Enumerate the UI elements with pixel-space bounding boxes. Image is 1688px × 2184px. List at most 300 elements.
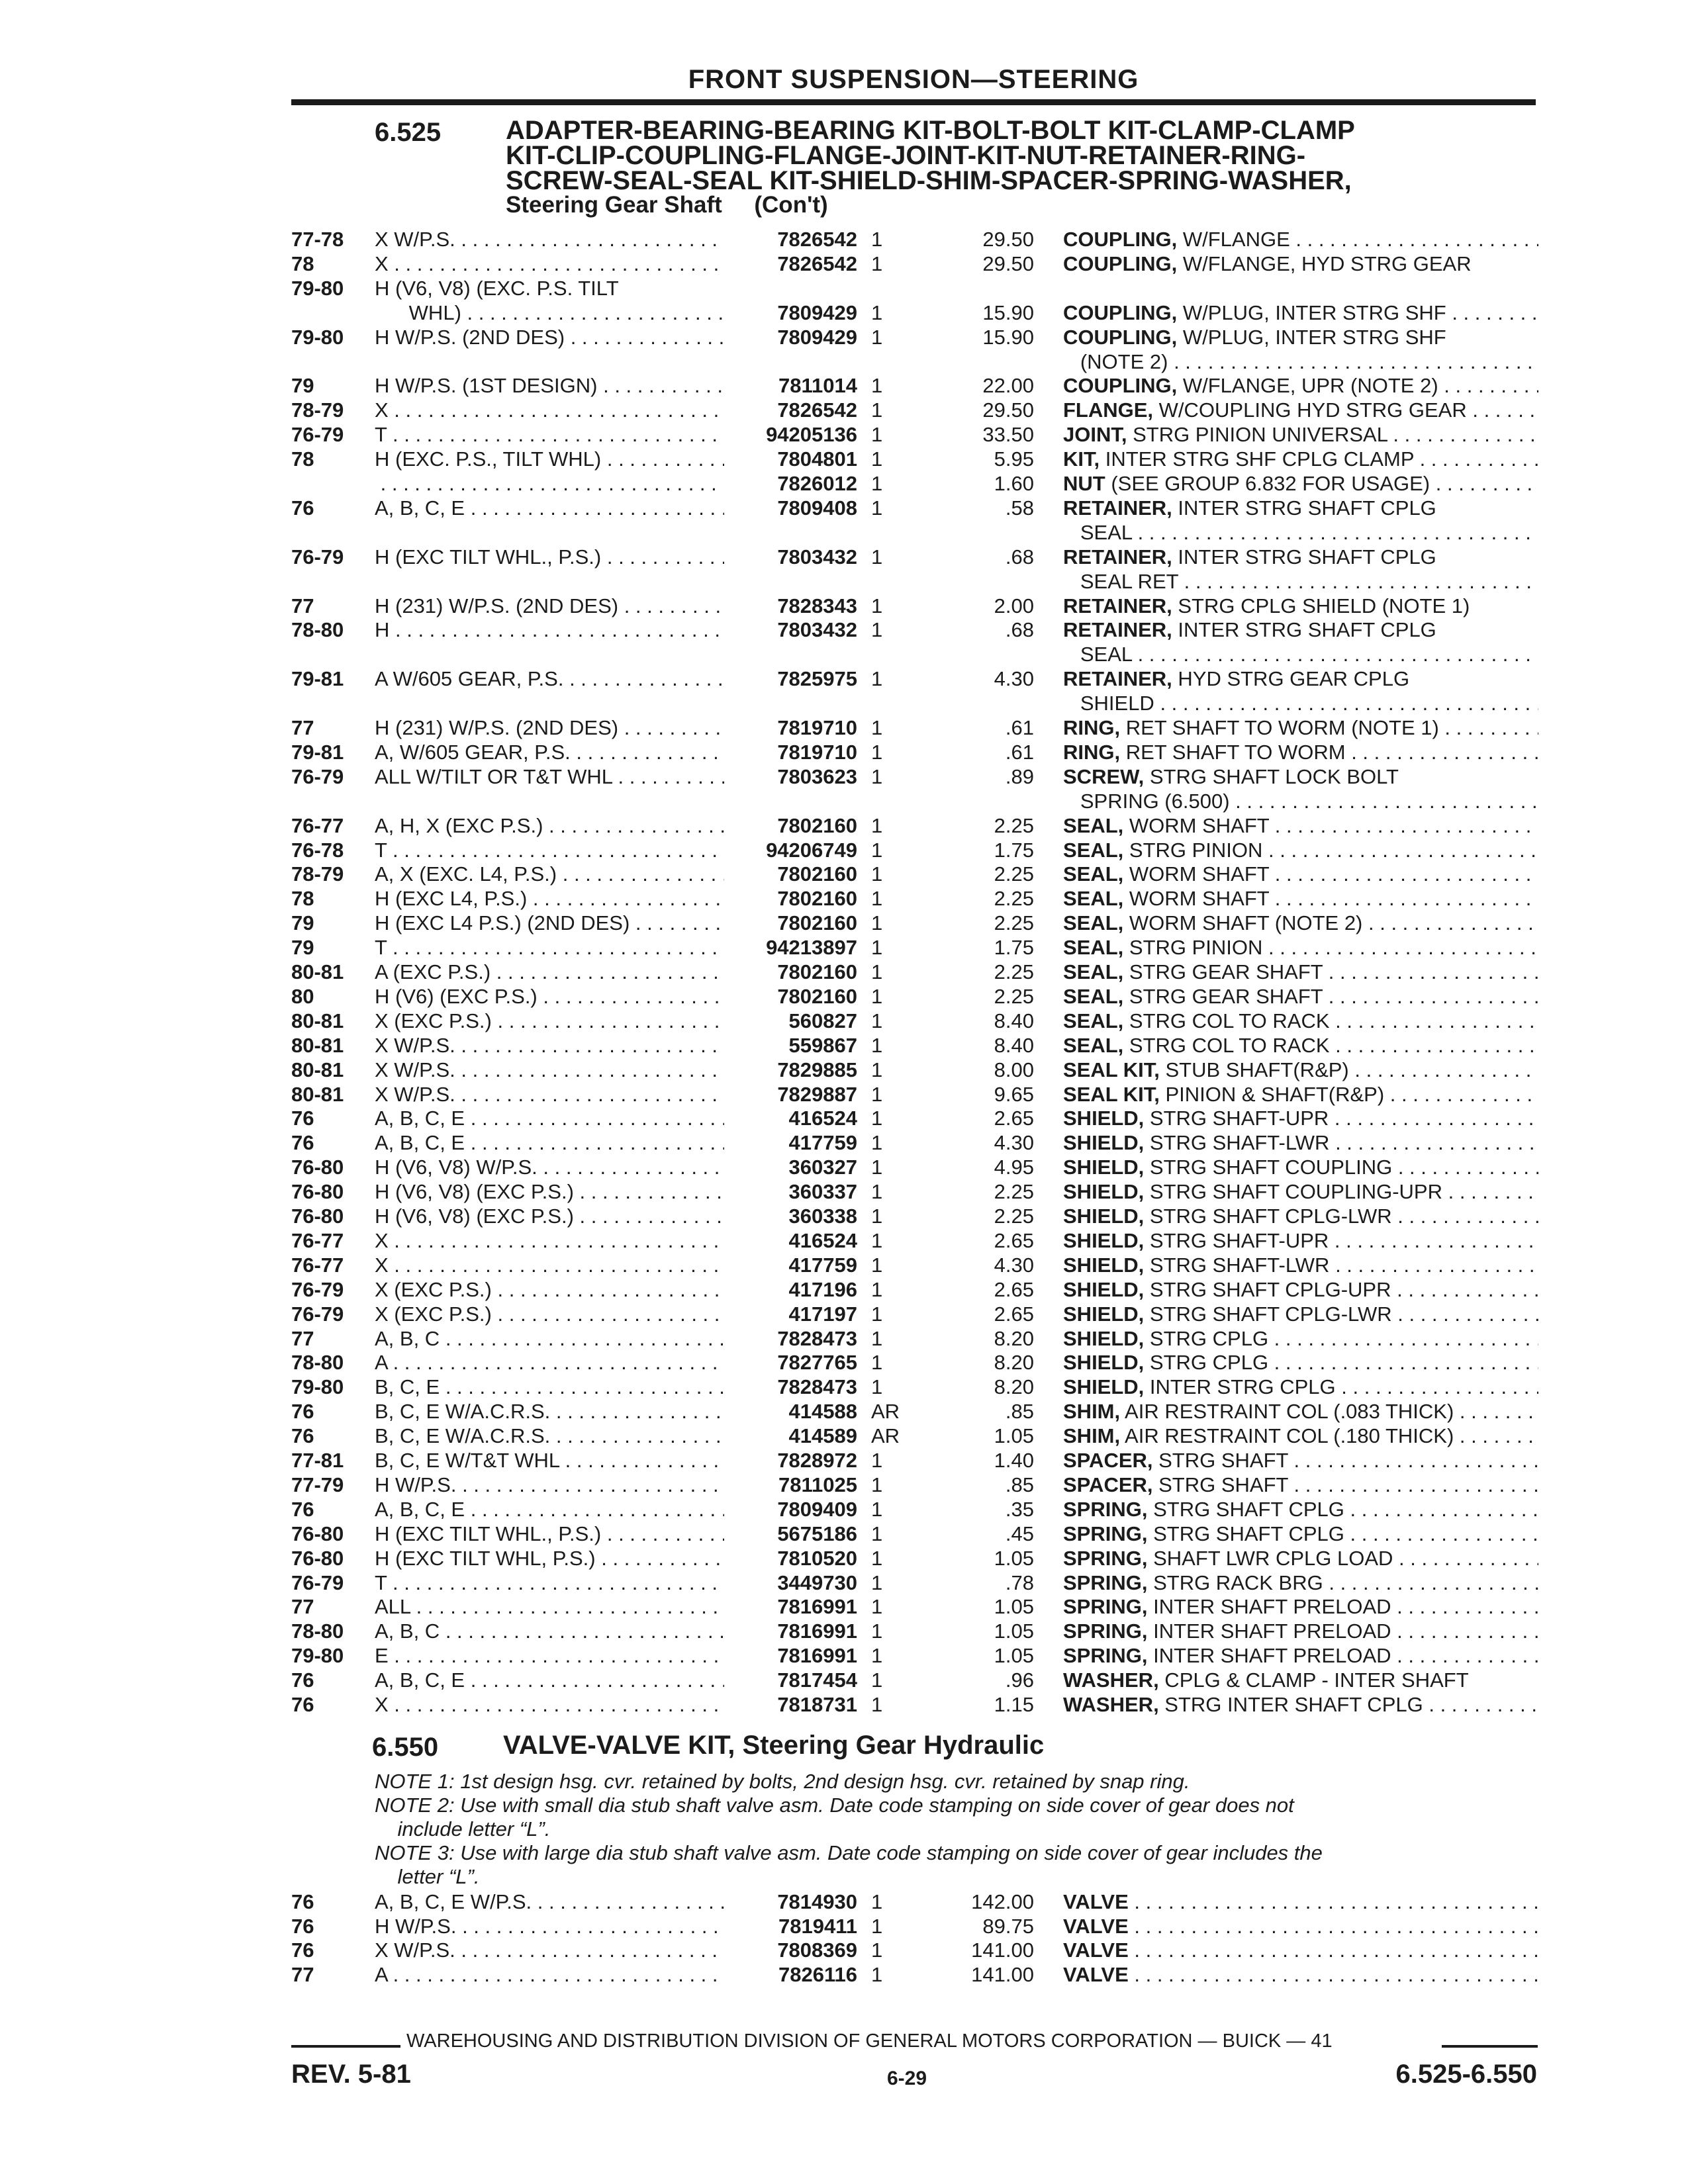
price: 1.05 xyxy=(994,1644,1034,1668)
price: 29.50 xyxy=(982,398,1034,422)
model-year: 76 xyxy=(291,1914,314,1938)
part-description xyxy=(1063,1351,1538,1375)
part-description xyxy=(1063,1302,1538,1326)
model-applicability: A, B, C . . . xyxy=(375,1619,724,1643)
model-applicability: H (V6, V8) (EXC. P.S. TILT xyxy=(375,276,619,300)
quantity: 1 xyxy=(871,1890,883,1913)
part-keyword: KIT, xyxy=(1063,447,1100,471)
part-number: 7803432 xyxy=(777,545,857,569)
part-detail: STRG CPLG xyxy=(1144,1351,1269,1375)
price: 1.75 xyxy=(994,838,1034,862)
model-year: 79-80 xyxy=(291,1644,344,1668)
model-applicability: H (EXC. P.S., TILT WHL) . . . xyxy=(375,447,724,471)
price: 89.75 xyxy=(982,1914,1034,1938)
table-row xyxy=(0,1938,1688,1962)
part-keyword: COUPLING, xyxy=(1063,325,1178,349)
part-description xyxy=(1063,741,1538,764)
part-keyword: SEAL, xyxy=(1063,911,1124,935)
table-row xyxy=(0,350,1688,374)
part-detail: STRG SHAFT xyxy=(1152,1473,1288,1496)
quantity: 1 xyxy=(871,1326,883,1350)
part-description xyxy=(1063,936,1538,960)
model-year: 76-79 xyxy=(291,1277,344,1301)
price: 4.30 xyxy=(994,1131,1034,1155)
table-row xyxy=(0,398,1688,422)
part-keyword: SHIELD, xyxy=(1063,1253,1145,1277)
model-applicability: A (EXC P.S.) . . . xyxy=(375,960,724,984)
section-number: 6.525 xyxy=(375,118,442,147)
model-year: 76 xyxy=(291,1668,314,1692)
model-applicability: H . . . xyxy=(375,618,724,642)
model-year: 80-81 xyxy=(291,1033,344,1057)
model-year: 79-81 xyxy=(291,667,344,691)
part-number: 7809429 xyxy=(777,325,857,349)
quantity: 1 xyxy=(871,228,883,251)
model-applicability: A, H, X (EXC P.S.) . . . xyxy=(375,814,724,838)
price: 1.05 xyxy=(994,1619,1034,1643)
quantity: 1 xyxy=(871,1914,883,1938)
part-detail: SHIELD xyxy=(1063,692,1154,715)
model-year: 77 xyxy=(291,1595,314,1619)
model-year: 76-80 xyxy=(291,1546,344,1570)
note-1: NOTE 1: 1st design hsg. cvr. retained by bolts, 2nd design hsg. cvr. retained by snap ring. xyxy=(375,1770,1190,1793)
model-applicability: H (231) W/P.S. (2ND DES) . . . xyxy=(375,716,724,740)
part-description xyxy=(1063,228,1538,251)
part-number: 7802160 xyxy=(777,887,857,911)
note-2-continued: include letter “L”. xyxy=(375,1817,551,1841)
quantity: 1 xyxy=(871,813,883,837)
model-applicability: X W/P.S. . . . xyxy=(375,1058,724,1082)
part-number: 7829885 xyxy=(777,1058,857,1081)
table-row xyxy=(0,839,1688,862)
table-row xyxy=(0,1229,1688,1253)
footer-page-number: 6-29 xyxy=(886,2068,927,2089)
table-row xyxy=(0,1522,1688,1546)
part-description xyxy=(1063,692,1538,715)
part-detail: STRG PINION UNIVERSAL xyxy=(1127,423,1387,447)
part-keyword: COUPLING, xyxy=(1063,251,1178,275)
part-keyword: SHIELD, xyxy=(1063,1205,1145,1228)
part-description xyxy=(1063,1693,1538,1717)
part-number: 7828473 xyxy=(777,1375,857,1399)
model-year: 76 xyxy=(291,1497,314,1521)
part-description xyxy=(1063,1473,1538,1497)
model-applicability: X W/P.S. . . . xyxy=(375,1938,724,1962)
part-description xyxy=(1063,960,1538,984)
part-description xyxy=(1063,594,1538,618)
part-description xyxy=(1063,1253,1538,1277)
quantity: 1 xyxy=(871,667,883,691)
model-applicability: A, W/605 GEAR, P.S. . . . xyxy=(375,741,724,764)
part-number: 7803623 xyxy=(777,764,857,788)
part-keyword: RETAINER, xyxy=(1063,667,1172,691)
part-number: 7819411 xyxy=(778,1914,857,1938)
part-detail: STRG SHAFT CPLG xyxy=(1147,1497,1344,1521)
part-number: 560827 xyxy=(788,1009,857,1032)
model-applicability: H (V6, V8) (EXC P.S.) . . . xyxy=(375,1180,724,1204)
quantity: 1 xyxy=(871,1082,883,1106)
part-description xyxy=(1063,1131,1538,1155)
part-detail: STRG SHAFT COUPLING xyxy=(1144,1156,1393,1179)
model-applicability: H W/P.S. (1ST DESIGN) . . . xyxy=(375,374,724,398)
price: 8.20 xyxy=(994,1351,1034,1375)
part-number: 360327 xyxy=(788,1156,857,1179)
section-title-line-3: SCREW-SEAL-SEAL KIT-SHIELD-SHIM-SPACER-SPRING-WASHER, xyxy=(506,166,1352,195)
model-year: 76-80 xyxy=(291,1522,344,1545)
part-description xyxy=(1063,1009,1538,1033)
part-description xyxy=(1063,1915,1538,1938)
table-row xyxy=(0,887,1688,911)
table-row xyxy=(0,423,1688,447)
part-description xyxy=(1063,1522,1538,1546)
footer-section-range: 6.525-6.550 xyxy=(1395,2060,1537,2089)
part-detail: (NOTE 2) xyxy=(1063,349,1168,373)
price: 15.90 xyxy=(982,325,1034,349)
part-number: 5675186 xyxy=(777,1522,857,1545)
model-year: 79-81 xyxy=(291,740,344,764)
part-number: 7811025 xyxy=(778,1473,857,1496)
price: 1.15 xyxy=(994,1693,1034,1716)
part-keyword: RETAINER, xyxy=(1063,545,1172,569)
model-applicability: T . . . xyxy=(375,839,724,862)
part-detail: STRG SHAFT-LWR xyxy=(1144,1131,1330,1155)
quantity: 1 xyxy=(871,887,883,911)
quantity: 1 xyxy=(871,960,883,983)
table-row xyxy=(0,1547,1688,1570)
quantity: 1 xyxy=(871,1351,883,1375)
part-number: 7802160 xyxy=(777,813,857,837)
price: 8.40 xyxy=(994,1009,1034,1032)
part-detail: STRG GEAR SHAFT xyxy=(1123,984,1323,1008)
price: 1.05 xyxy=(994,1546,1034,1570)
table-row xyxy=(0,1668,1688,1692)
model-applicability: B, C, E W/A.C.R.S. . . . xyxy=(375,1400,724,1424)
table-row xyxy=(0,814,1688,838)
quantity: 1 xyxy=(871,618,883,642)
model-year: 77 xyxy=(291,716,314,739)
part-detail: STRG CPLG SHIELD (NOTE 1) xyxy=(1172,594,1470,617)
part-detail: STRG RACK BRG xyxy=(1147,1570,1323,1594)
quantity: 1 xyxy=(871,1033,883,1057)
quantity: 1 xyxy=(871,251,883,275)
model-applicability: A, B, C, E . . . xyxy=(375,1498,724,1522)
quantity: 1 xyxy=(871,1497,883,1521)
part-number: 414589 xyxy=(788,1424,857,1448)
footer-division: WAREHOUSING AND DISTRIBUTION DIVISION OF GENERAL MOTORS CORPORATION — BUICK — 41 xyxy=(406,2030,1333,2052)
model-applicability: X . . . xyxy=(375,1693,724,1717)
section-title-line-2: KIT-CLIP-COUPLING-FLANGE-JOINT-KIT-NUT-RETAINER-RING- xyxy=(506,141,1306,170)
quantity: 1 xyxy=(871,936,883,960)
part-keyword: COUPLING, xyxy=(1063,228,1178,251)
model-year: 79-80 xyxy=(291,276,344,300)
part-keyword: SPRING, xyxy=(1063,1546,1148,1570)
model-applicability: ALL . . . xyxy=(375,1595,724,1619)
table-row xyxy=(0,911,1688,935)
part-number: 7828343 xyxy=(777,594,857,617)
table-row xyxy=(0,1009,1688,1033)
price: 2.65 xyxy=(994,1302,1034,1326)
part-number: 7809409 xyxy=(777,1497,857,1521)
price: 8.40 xyxy=(994,1033,1034,1057)
model-applicability: H (231) W/P.S. (2ND DES) . . . xyxy=(375,594,724,618)
table-row xyxy=(0,643,1688,666)
part-description xyxy=(1063,1571,1538,1595)
quantity: 1 xyxy=(871,1570,883,1594)
part-detail: INTER STRG CPLG xyxy=(1144,1375,1336,1399)
model-applicability: T . . . xyxy=(375,423,724,447)
price: 1.60 xyxy=(994,472,1034,495)
part-keyword: SEAL KIT, xyxy=(1063,1058,1160,1081)
quantity: 1 xyxy=(871,1228,883,1252)
table-row xyxy=(0,1890,1688,1914)
model-applicability: X . . . xyxy=(375,1253,724,1277)
model-applicability: A, B, C . . . xyxy=(375,1327,724,1351)
table-row xyxy=(0,1327,1688,1351)
price: 141.00 xyxy=(971,1962,1034,1986)
table-row xyxy=(0,1253,1688,1277)
part-detail: STRG GEAR SHAFT xyxy=(1123,960,1323,983)
quantity: 1 xyxy=(871,838,883,862)
part-description xyxy=(1063,1327,1538,1351)
note-2: NOTE 2: Use with small dia stub shaft valve asm. Date code stamping on side cover of gear does not xyxy=(375,1794,1294,1817)
part-keyword: RETAINER, xyxy=(1063,594,1172,617)
part-number: 7808369 xyxy=(777,1938,857,1962)
part-description xyxy=(1063,887,1538,911)
model-applicability: H (EXC TILT WHL., P.S.) . . . xyxy=(375,1522,724,1546)
model-applicability: A . . . xyxy=(375,1351,724,1375)
part-number: 7819710 xyxy=(777,740,857,764)
model-applicability: H (V6, V8) (EXC P.S.) . . . xyxy=(375,1205,724,1228)
part-keyword: COUPLING, xyxy=(1063,300,1178,324)
model-year: 80-81 xyxy=(291,960,344,983)
part-detail: SEAL RET xyxy=(1063,569,1179,593)
model-year: 76-79 xyxy=(291,545,344,569)
quantity: 1 xyxy=(871,1131,883,1155)
model-year: 77-79 xyxy=(291,1473,344,1496)
part-detail: STRG SHAFT COUPLING-UPR xyxy=(1144,1180,1442,1204)
model-applicability: A, B, C, E W/P.S. . . . xyxy=(375,1890,724,1914)
table-row xyxy=(0,692,1688,715)
part-description xyxy=(1063,1375,1538,1399)
page-header xyxy=(291,65,1536,105)
part-keyword: SEAL, xyxy=(1063,838,1124,862)
part-description xyxy=(1063,1547,1538,1570)
price: .61 xyxy=(1005,740,1034,764)
part-keyword: SEAL, xyxy=(1063,813,1124,837)
part-detail: STRG INTER SHAFT CPLG xyxy=(1158,1693,1423,1716)
part-description xyxy=(1063,1180,1538,1204)
part-number: 7825975 xyxy=(777,667,857,691)
part-detail: SPRING (6.500) xyxy=(1063,789,1230,813)
model-applicability: ALL W/TILT OR T&T WHL . . . xyxy=(375,765,724,789)
table-row xyxy=(0,1595,1688,1619)
part-description xyxy=(1063,374,1538,398)
price: 5.95 xyxy=(994,447,1034,471)
model-year: 77-81 xyxy=(291,1449,344,1472)
model-year: 79 xyxy=(291,374,314,398)
table-row xyxy=(0,252,1688,276)
part-detail: STRG COL TO RACK xyxy=(1123,1009,1330,1032)
model-year: 76-79 xyxy=(291,1302,344,1326)
model-year: 80-81 xyxy=(291,1082,344,1106)
quantity: 1 xyxy=(871,1938,883,1962)
price: 8.20 xyxy=(994,1375,1034,1399)
part-keyword: VALVE xyxy=(1063,1890,1129,1913)
model-year: 76 xyxy=(291,1400,314,1424)
price: 2.25 xyxy=(994,1180,1034,1204)
quantity: 1 xyxy=(871,862,883,886)
section-title-line-1: ADAPTER-BEARING-BEARING KIT-BOLT-BOLT KIT-CLAMP-CLAMP xyxy=(506,116,1355,145)
model-year: 78-80 xyxy=(291,1351,344,1375)
part-description xyxy=(1063,252,1538,276)
part-detail: WORM SHAFT xyxy=(1123,862,1270,886)
part-keyword: SPRING, xyxy=(1063,1497,1148,1521)
model-applicability: T . . . xyxy=(375,1571,724,1595)
quantity: 1 xyxy=(871,423,883,447)
model-applicability: WHL) . . . xyxy=(375,301,724,325)
quantity: 1 xyxy=(871,1058,883,1081)
part-description xyxy=(1063,326,1538,349)
part-detail: PINION & SHAFT(R&P) xyxy=(1159,1082,1385,1106)
model-applicability: H W/P.S. (2ND DES) . . . xyxy=(375,326,724,349)
part-description xyxy=(1063,545,1538,569)
part-number: 3449730 xyxy=(777,1570,857,1594)
table-row xyxy=(0,618,1688,642)
model-year: 79-80 xyxy=(291,1375,344,1399)
quantity: 1 xyxy=(871,447,883,471)
part-detail: INTER SHAFT PRELOAD xyxy=(1147,1595,1391,1619)
quantity: 1 xyxy=(871,1693,883,1716)
part-keyword: SHIM, xyxy=(1063,1400,1121,1424)
price: .68 xyxy=(1005,545,1034,569)
model-applicability: X (EXC P.S.) . . . xyxy=(375,1278,724,1302)
price: .85 xyxy=(1005,1473,1034,1496)
table-row xyxy=(0,301,1688,325)
price: 29.50 xyxy=(982,251,1034,275)
part-number: 417759 xyxy=(788,1131,857,1155)
section-subtitle: Steering Gear Shaft (Con't) xyxy=(506,192,828,218)
part-description xyxy=(1063,496,1538,520)
model-applicability: X . . . xyxy=(375,1229,724,1253)
price: 2.25 xyxy=(994,862,1034,886)
model-year: 76 xyxy=(291,1131,314,1155)
part-description xyxy=(1063,1963,1538,1987)
model-applicability: X (EXC P.S.) . . . xyxy=(375,1302,724,1326)
part-number: 7803432 xyxy=(777,618,857,642)
table-row xyxy=(0,1644,1688,1668)
part-description xyxy=(1063,423,1538,447)
model-year: 78-79 xyxy=(291,862,344,886)
quantity: 1 xyxy=(871,1375,883,1399)
part-description xyxy=(1063,1619,1538,1643)
part-description xyxy=(1063,839,1538,862)
model-year: 76 xyxy=(291,1890,314,1913)
part-detail: INTER STRG SHAFT CPLG xyxy=(1172,496,1436,520)
quantity: 1 xyxy=(871,1644,883,1668)
model-year: 78 xyxy=(291,887,314,911)
part-keyword: SHIELD, xyxy=(1063,1351,1145,1375)
model-year: 77 xyxy=(291,1326,314,1350)
quantity: 1 xyxy=(871,1668,883,1692)
table-row xyxy=(0,716,1688,740)
part-description xyxy=(1063,667,1538,691)
model-applicability: H (EXC L4 P.S.) (2ND DES) . . . xyxy=(375,911,724,935)
table-row xyxy=(0,1619,1688,1643)
price: .58 xyxy=(1005,496,1034,520)
part-keyword: SHIELD, xyxy=(1063,1180,1145,1204)
quantity: 1 xyxy=(871,1473,883,1496)
price: 1.75 xyxy=(994,936,1034,960)
model-year: 76-79 xyxy=(291,1570,344,1594)
model-applicability: A . . . xyxy=(375,1963,724,1987)
part-keyword: FLANGE, xyxy=(1063,398,1154,422)
price: .85 xyxy=(1005,1400,1034,1424)
part-description xyxy=(1063,1034,1538,1058)
price: 15.90 xyxy=(982,300,1034,324)
footer-revision: REV. 5-81 xyxy=(291,2060,411,2089)
part-keyword: SHIELD, xyxy=(1063,1131,1145,1155)
part-number: 7826116 xyxy=(778,1962,857,1986)
part-detail: SEAL xyxy=(1063,643,1132,666)
model-year: 76-78 xyxy=(291,838,344,862)
model-applicability: X W/P.S. . . . xyxy=(375,1034,724,1058)
model-year: 76-80 xyxy=(291,1180,344,1204)
part-description xyxy=(1063,1058,1538,1082)
part-keyword: COUPLING, xyxy=(1063,374,1178,398)
part-description xyxy=(1063,1107,1538,1130)
part-keyword: SEAL, xyxy=(1063,862,1124,886)
model-year: 77 xyxy=(291,1962,314,1986)
quantity: 1 xyxy=(871,1009,883,1032)
part-number: 94206749 xyxy=(766,838,857,862)
part-number: 559867 xyxy=(788,1033,857,1057)
part-description xyxy=(1063,985,1538,1009)
table-row xyxy=(0,1498,1688,1522)
price: 1.05 xyxy=(994,1424,1034,1448)
part-number: 417196 xyxy=(788,1277,857,1301)
part-keyword: SEAL, xyxy=(1063,936,1124,960)
part-number: 7810520 xyxy=(777,1546,857,1570)
quantity: 1 xyxy=(871,300,883,324)
part-detail: STRG PINION xyxy=(1123,936,1263,960)
part-detail: W/FLANGE, HYD STRG GEAR xyxy=(1177,251,1472,275)
quantity: 1 xyxy=(871,1205,883,1228)
table-row xyxy=(0,374,1688,398)
part-detail: (SEE GROUP 6.832 FOR USAGE) xyxy=(1105,472,1430,495)
part-number: 7816991 xyxy=(777,1619,857,1643)
quantity: AR xyxy=(871,1424,900,1448)
part-number: 7817454 xyxy=(777,1668,857,1692)
table-row xyxy=(0,936,1688,960)
part-keyword: SEAL KIT, xyxy=(1063,1082,1160,1106)
quantity: 1 xyxy=(871,325,883,349)
part-number: 7826542 xyxy=(777,228,857,251)
model-applicability: X W/P.S. . . . xyxy=(375,228,724,251)
part-detail: W/PLUG, INTER STRG SHF xyxy=(1177,300,1446,324)
part-description xyxy=(1063,1278,1538,1302)
price: 142.00 xyxy=(971,1890,1034,1913)
part-keyword: SPRING, xyxy=(1063,1644,1148,1668)
part-description xyxy=(1063,1938,1538,1962)
model-year: 76 xyxy=(291,496,314,520)
part-keyword: SPACER, xyxy=(1063,1473,1153,1496)
part-number: 7814930 xyxy=(777,1890,857,1913)
model-applicability: A, B, C, E . . . xyxy=(375,1131,724,1155)
price: 9.65 xyxy=(994,1082,1034,1106)
part-keyword: SPACER, xyxy=(1063,1449,1153,1472)
table-row xyxy=(0,1915,1688,1938)
part-number: 94205136 xyxy=(766,423,857,447)
